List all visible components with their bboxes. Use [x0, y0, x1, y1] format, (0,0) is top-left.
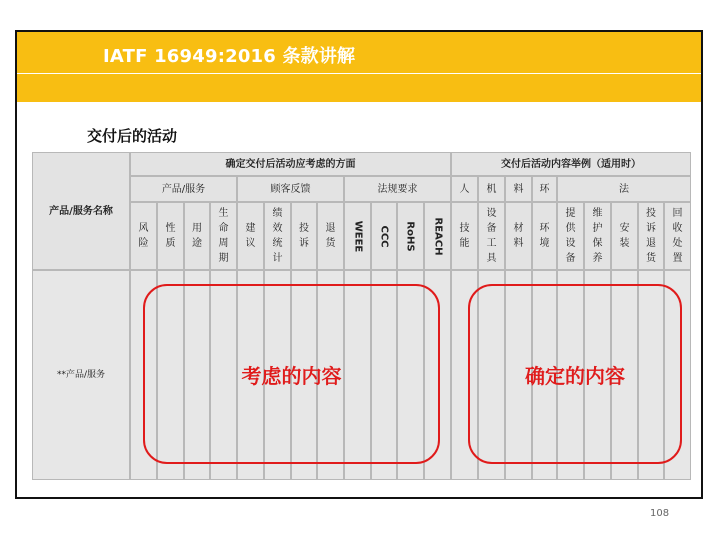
col-label: 技能 — [459, 223, 470, 249]
subgroup-feedback — [237, 176, 344, 202]
col-header-12 — [451, 202, 478, 270]
col-label: CCC — [378, 224, 390, 248]
col-header-9 — [371, 202, 397, 270]
subgroup-product — [130, 176, 237, 202]
col-label: RoHS — [405, 220, 416, 252]
row-label-cell — [32, 270, 130, 480]
col-label: 性质 — [165, 223, 176, 249]
col-header-6 — [291, 202, 317, 270]
subgroup-liao — [505, 176, 532, 202]
group-examples-title: 交付后活动内容举例（适用时） — [501, 158, 641, 170]
group-considered-title: 确定交付后活动应考虑的方面 — [225, 158, 356, 170]
col-label: 提供设备 — [565, 208, 576, 264]
col-header-14 — [505, 202, 532, 270]
col-label: 维护保养 — [592, 208, 603, 264]
subgroup-legal — [344, 176, 451, 202]
col-label: 用途 — [192, 223, 202, 249]
row-label: **产品/服务 — [56, 369, 106, 380]
col-label: 回收处置 — [672, 208, 683, 264]
col-label: REACH — [432, 217, 444, 255]
subgroup-ren-label: 人 — [459, 183, 470, 195]
row-header-label: 产品/服务名称 — [49, 205, 113, 217]
col-header-13 — [478, 202, 505, 270]
col-header-2 — [184, 202, 210, 270]
col-header-19 — [638, 202, 664, 270]
col-label: 投诉 — [299, 223, 309, 249]
activity-table — [32, 152, 691, 480]
considered-callout-label: 考虑的内容 — [241, 363, 342, 388]
subgroup-legal-label: 法规要求 — [377, 183, 418, 195]
slide-title: IATF 16949:2016 条款讲解 — [103, 46, 356, 67]
col-label: 绩效统计 — [272, 208, 283, 264]
col-header-17 — [584, 202, 611, 270]
col-header-5 — [264, 202, 291, 270]
col-label: 退货 — [325, 223, 336, 249]
subgroup-huan — [532, 176, 557, 202]
subgroup-huan-label: 环 — [539, 183, 550, 195]
subgroup-ren — [451, 176, 478, 202]
col-header-18 — [611, 202, 638, 270]
col-header-4 — [237, 202, 264, 270]
subgroup-ji-label: 机 — [486, 183, 497, 195]
col-label: 设备工具 — [486, 208, 497, 264]
col-label: 环境 — [539, 223, 550, 249]
col-label: 投诉退货 — [646, 208, 656, 264]
group-considered-header — [130, 152, 451, 176]
determined-callout-label: 确定的内容 — [525, 363, 625, 388]
col-label: 生命周期 — [218, 208, 229, 264]
col-label: 建议 — [245, 223, 256, 249]
col-header-7 — [317, 202, 344, 270]
determined-callout — [468, 284, 682, 464]
subgroup-feedback-label: 顾客反馈 — [270, 183, 311, 195]
col-header-20 — [664, 202, 691, 270]
col-header-15 — [532, 202, 557, 270]
subgroup-fa-label: 法 — [619, 183, 629, 195]
group-examples-header — [451, 152, 691, 176]
col-header-10 — [397, 202, 424, 270]
col-header-11 — [424, 202, 451, 270]
subgroup-ji — [478, 176, 505, 202]
col-header-1 — [157, 202, 184, 270]
col-label: WEEE — [352, 220, 363, 252]
subgroup-fa — [557, 176, 691, 202]
subgroup-product-label: 产品/服务 — [161, 183, 206, 195]
col-header-0 — [130, 202, 157, 270]
subgroup-liao-label: 料 — [513, 183, 524, 195]
col-header-8 — [344, 202, 371, 270]
section-heading: 交付后的活动 — [87, 127, 178, 145]
col-label: 风险 — [138, 223, 149, 249]
header-band — [17, 32, 701, 102]
col-header-16 — [557, 202, 584, 270]
col-header-3 — [210, 202, 237, 270]
page-number: 108 — [650, 508, 670, 519]
col-label: 安装 — [619, 223, 630, 249]
considered-callout — [143, 284, 440, 464]
col-label: 材料 — [513, 223, 524, 249]
header-rule — [17, 73, 701, 74]
row-header-cell — [32, 152, 130, 270]
